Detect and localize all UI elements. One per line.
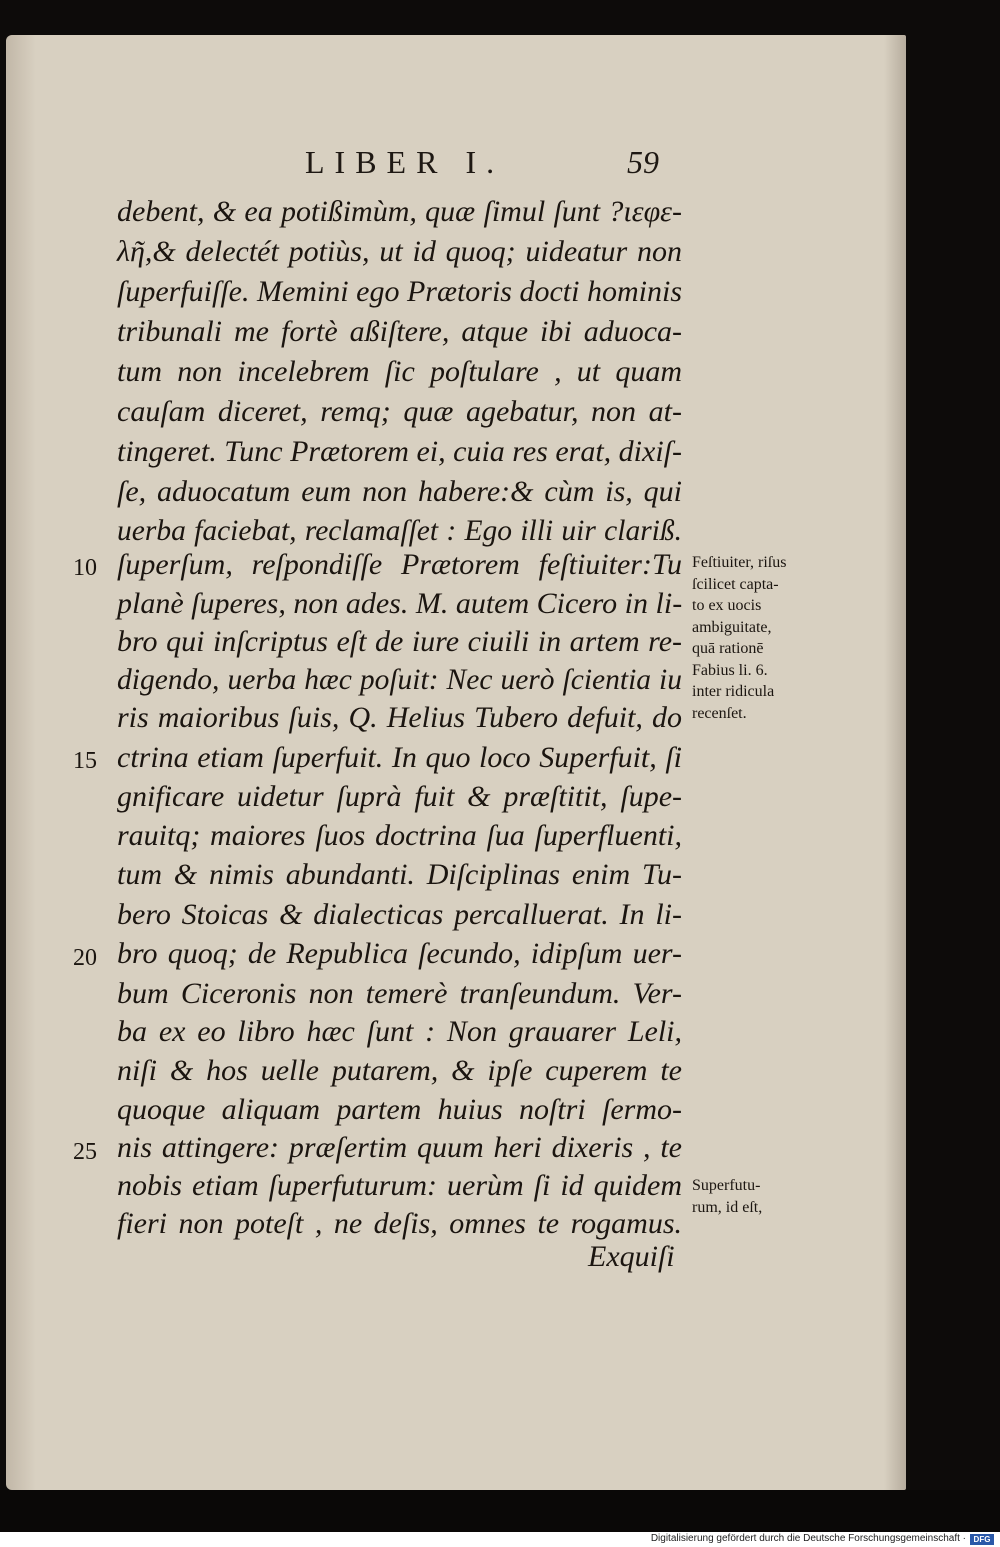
margin-note: [692, 1175, 822, 1218]
text-line: fieri non poteſt , ne deſis, omnes te rogamus.: [117, 1207, 682, 1240]
text-line: ſuperfuiſſe. Memini ego Prætoris docti hominis: [117, 275, 682, 308]
text-line: gnificare uidetur ſuprà fuit & præſtitit, ſupe-: [117, 780, 682, 813]
text-line: tum non incelebrem ſic poſtulare , ut quam: [117, 355, 682, 388]
text-line: debent, & ea potißimùm, quæ ſimul ſunt ?ιεφε-: [117, 195, 682, 228]
page-number: 59: [627, 144, 659, 180]
text-line: tingeret. Tunc Prætorem ei, cuia res erat, dixiſ-: [117, 435, 682, 468]
margin-note-line: recenſet.: [692, 704, 747, 722]
text-line: tribunali me fortè aßiſtere, atque ibi aduoca-: [117, 315, 682, 348]
text-line: ba ex eo libro hæc ſunt : Non grauarer Leli,: [117, 1015, 682, 1048]
text-line: tum & nimis abundanti. Diſciplinas enim Tu-: [117, 858, 682, 891]
scan-background-strip: [0, 1490, 1000, 1532]
margin-note-line: rum, id eſt,: [692, 1198, 763, 1216]
text-line: ctrina etiam ſuperfuit. In quo loco Superfuit, ſi: [117, 741, 682, 774]
text-line: nobis etiam ſuperfuturum: uerùm ſi id quidem: [117, 1169, 682, 1202]
text-line: bro quoq; de Republica ſecundo, idipſum uer-: [117, 937, 682, 970]
text-line: λῆ,& delectét potiùs, ut id quoq; uideatur non: [117, 235, 682, 268]
funding-notice: Digitalisierung gefördert durch die Deutsche Forschungsgemeinschaft ·: [650, 1533, 966, 1544]
margin-note: [692, 552, 822, 724]
text-line: planè ſuperes, non ades. M. autem Cicero in li-: [117, 587, 683, 620]
text-line: nis attingere: præſertim quum heri dixeris , te: [117, 1131, 682, 1164]
line-number: 20: [73, 945, 97, 971]
line-number: 10: [73, 555, 97, 581]
margin-note-line: inter ridicula: [692, 683, 775, 700]
line-number: 25: [73, 1139, 97, 1165]
line-number: 15: [73, 748, 97, 774]
margin-note-line: Superfutu-: [692, 1177, 761, 1194]
running-header-title: LIBER I.: [305, 144, 505, 180]
text-line: digendo, uerba hæc poſuit: Nec uerò ſcientia iu: [117, 664, 682, 696]
margin-note-line: ſcilicet capta-: [692, 575, 779, 593]
text-line: bero Stoicas & dialecticas percalluerat. In li-: [117, 898, 682, 931]
text-line: cauſam diceret, remq; quæ agebatur, non at-: [117, 395, 682, 428]
text-line: rauitq; maiores ſuos doctrina ſua ſuperfluenti,: [117, 819, 682, 852]
margin-note-line: Feſtiuiter, riſus: [692, 554, 787, 571]
margin-note-line: ambiguitate,: [692, 618, 772, 636]
dfg-logo: DFG: [970, 1534, 994, 1545]
margin-note-line: Fabius li. 6.: [692, 661, 768, 679]
catchword: Exquiſi: [588, 1240, 675, 1273]
margin-note-line: to ex uocis: [692, 597, 762, 614]
text-line: quoque aliquam partem huius noſtri ſermo-: [117, 1093, 682, 1126]
footer-bar: [0, 1532, 1000, 1547]
text-line: niſi & hos uelle putarem, & ipſe cuperem te: [117, 1054, 682, 1087]
margin-note-line: quā rationē: [692, 640, 764, 657]
text-line: bum Ciceronis non temerè tranſeundum. Ver-: [117, 977, 682, 1010]
text-line: uerba faciebat, reclamaſſet : Ego illi uir clariß.: [117, 515, 682, 547]
text-line: ris maioribus ſuis, Q. Helius Tubero defuit, do: [117, 701, 682, 734]
text-line: bro qui inſcriptus eſt de iure ciuili in artem re-: [117, 625, 682, 658]
text-line: ſuperſum, reſpondiſſe Prætorem feſtiuiter:Tu: [117, 548, 682, 581]
text-line: ſe, aduocatum eum non habere:& cùm is, qui: [117, 475, 682, 508]
